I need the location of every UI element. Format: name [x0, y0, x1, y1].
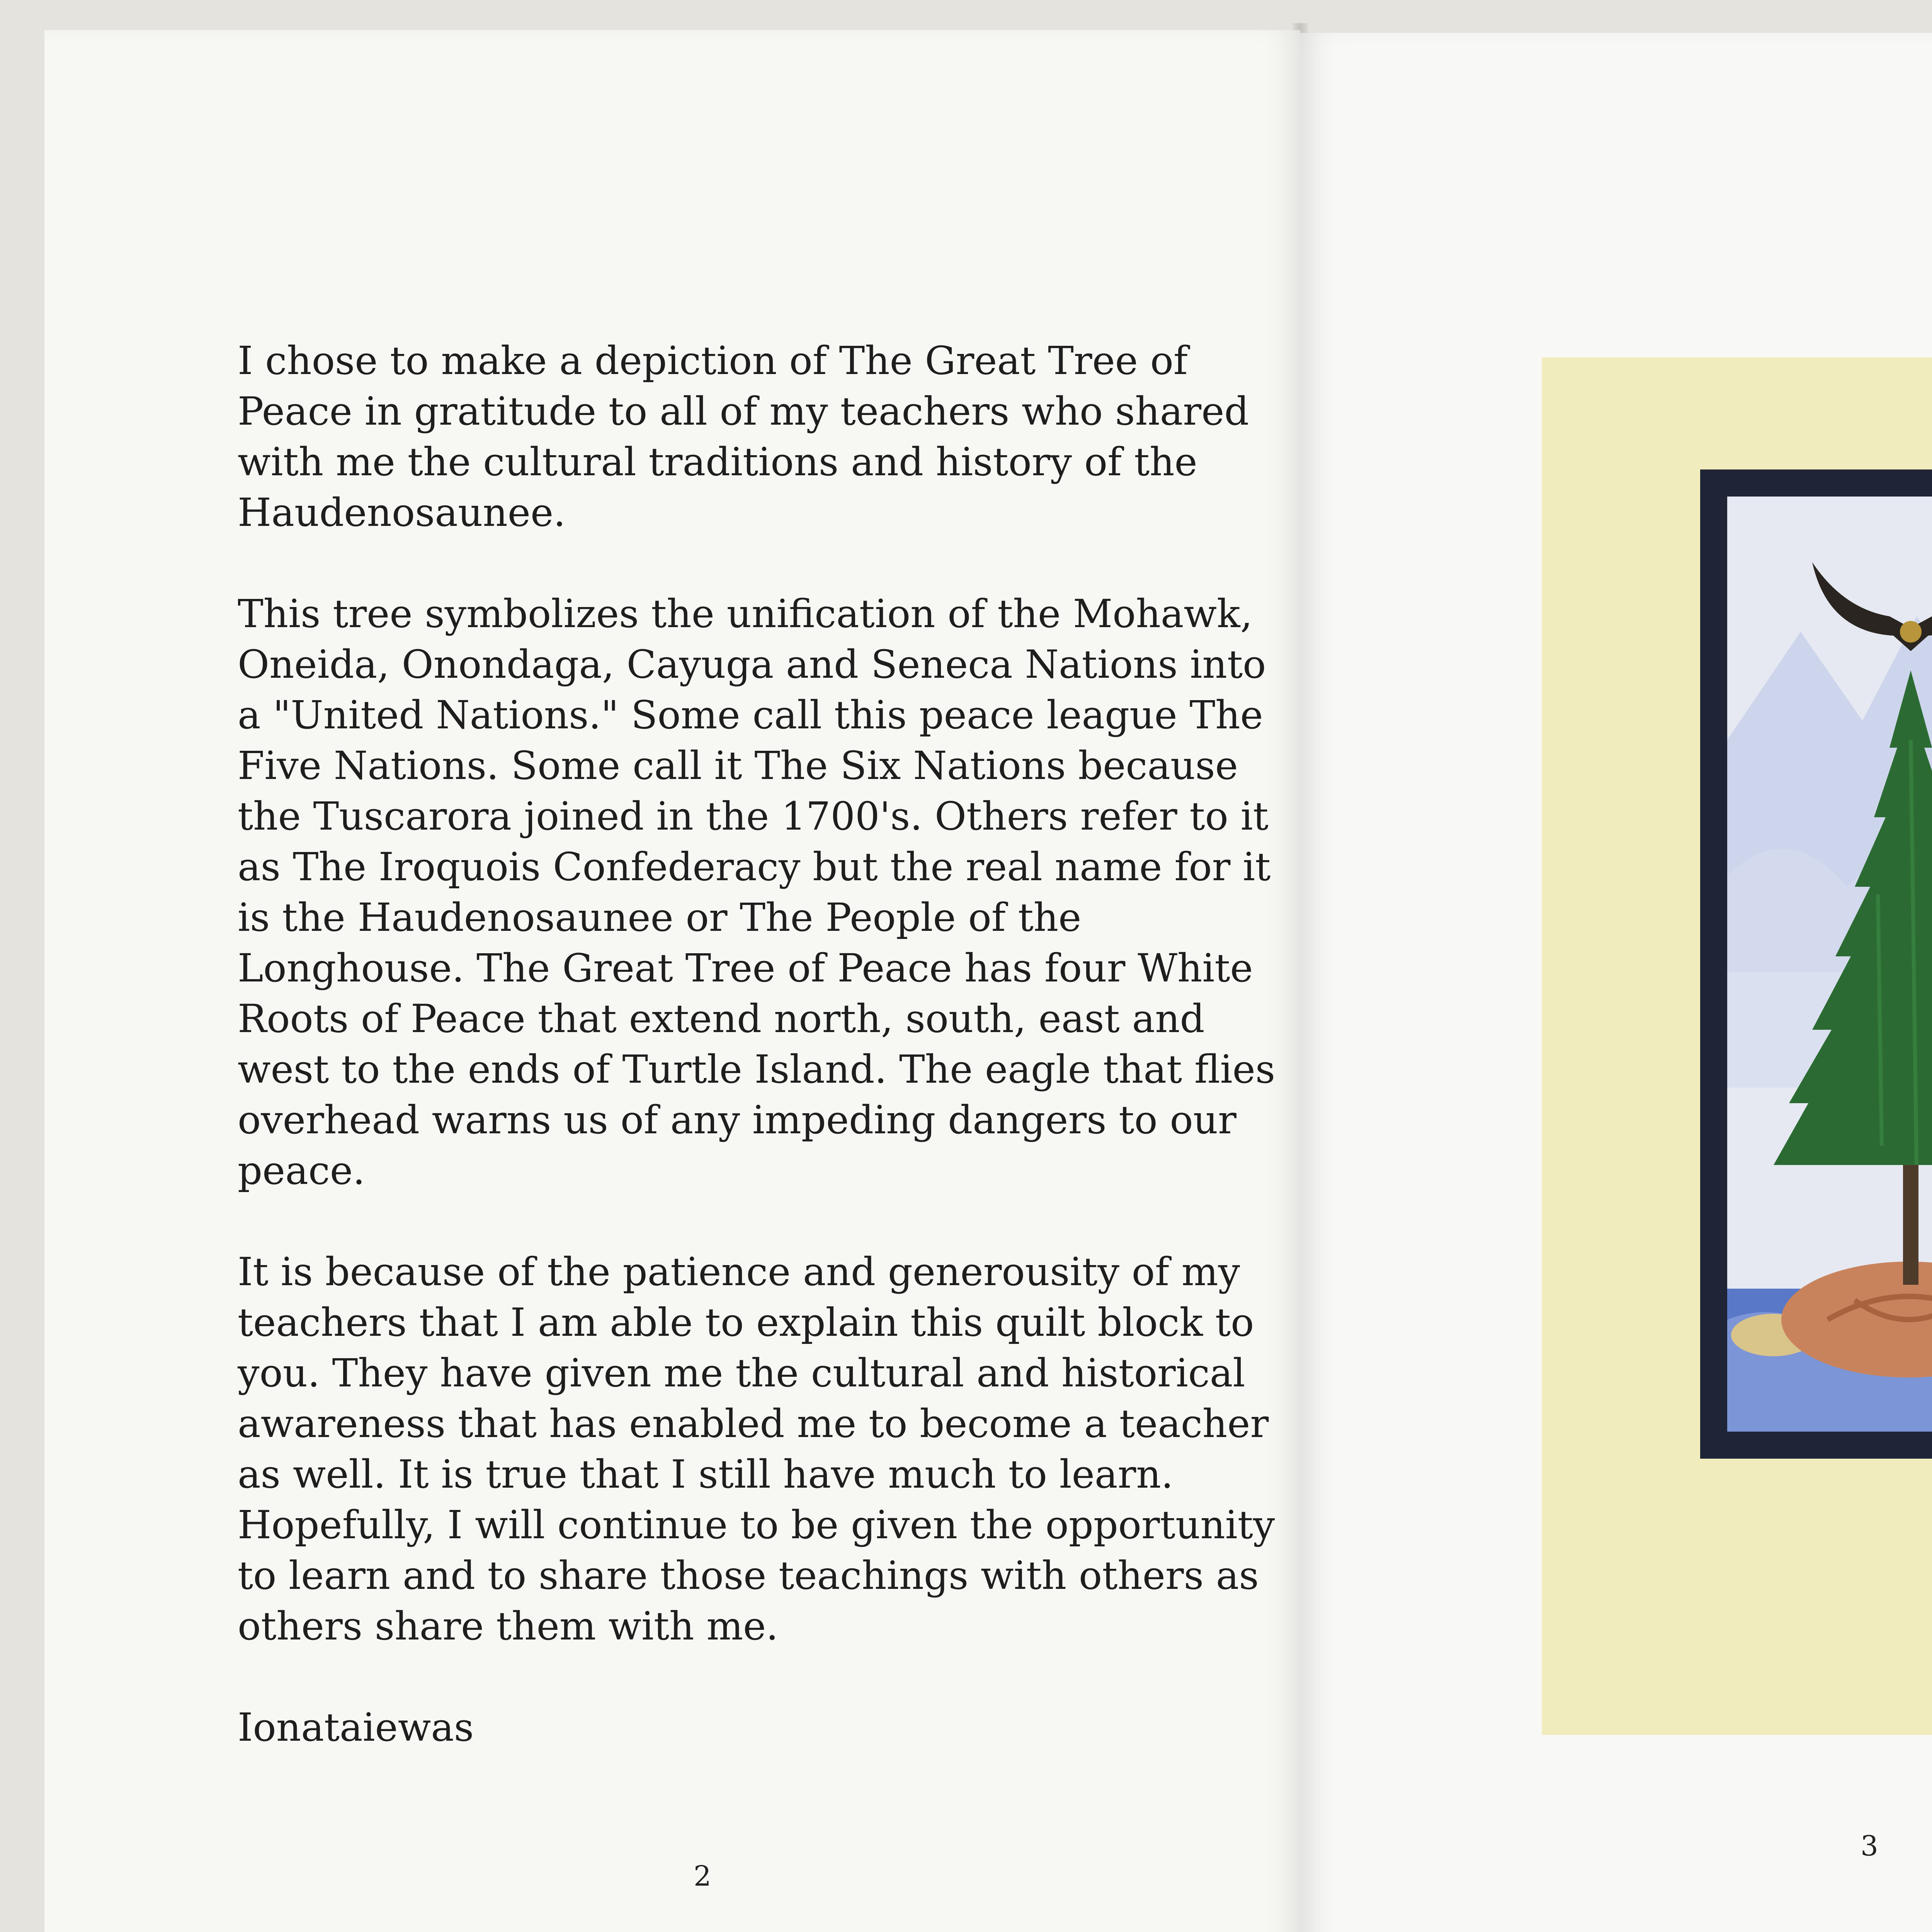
page-number-left: 2 [694, 1860, 711, 1892]
left-page [44, 30, 1300, 1932]
page-number-right: 3 [1861, 1830, 1878, 1862]
paragraph-tree-symbolism: This tree symbolizes the unification of the Mohawk, Oneida, Onondaga, Cayuga and Seneca Nations into a "United Nations." Some call this peace league The Five Nations. Some call it The Six Nations because the Tuscarora joined in the 1700's. Others refer to it as The Iroquois Confederacy but the real name for it is the Haudenosaunee or The People of the Longhouse. The Great Tree of Peace has four White Roots of Peace that extend north, south, east and west to the ends of Turtle Island. The eagle that flies overhead warns us of any impeding dangers to our peace. [238, 591, 1276, 1193]
quilt-block-image [1700, 469, 1932, 1459]
left-page-text [238, 335, 1281, 1753]
paragraph-intro: I chose to make a depiction of The Great Tree of Peace in gratitude to all of my teachers who shared with me the cultural traditions and history of the Haudenosaunee. [238, 338, 1249, 535]
author-signature: Ionataiewas [238, 1705, 474, 1750]
eagle-head [1900, 621, 1922, 643]
paragraph-teachers: It is because of the patience and generousity of my teachers that I am able to explain this quilt block to you. They have given me the cultural and historical awareness that has enabled me to become a teacher as well. It is true that I still have much to learn. Hopefully, I will continue to be given the opportunity to learn and to share those teachings with others as others share them with me. [238, 1249, 1275, 1649]
right-page [1300, 33, 1932, 1932]
tree-trunk [1903, 1165, 1918, 1285]
